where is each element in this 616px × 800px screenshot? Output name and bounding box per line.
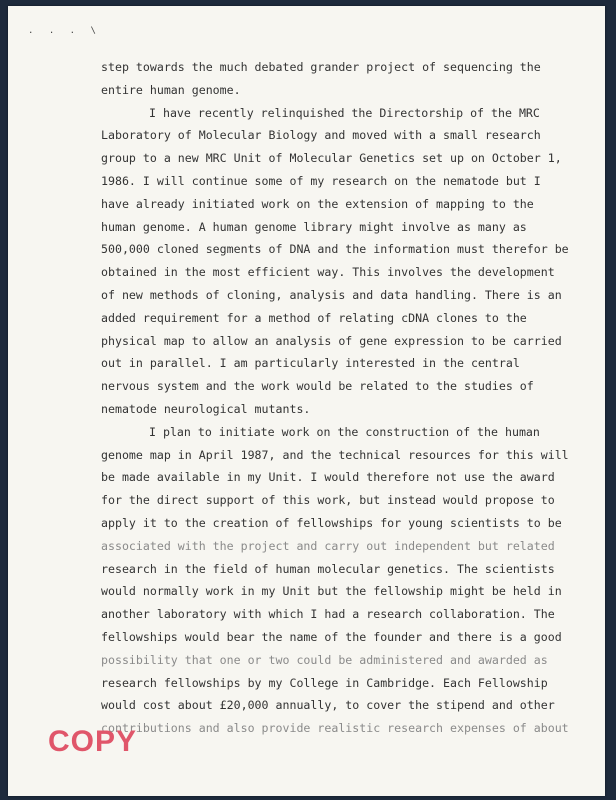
text-line: fellowships would bear the name of the founder and there is a good (101, 629, 562, 644)
text-line: genome map in April 1987, and the technical resources for this will (101, 447, 569, 462)
text-line: possibility that one or two could be administered and awarded as (101, 652, 548, 667)
text-line: research in the field of human molecular genetics. The scientists (101, 561, 555, 576)
text-line: would cost about £20,000 annually, to cover the stipend and other (101, 698, 555, 713)
text-line: entire human genome. (101, 82, 241, 97)
text-line: would normally work in my Unit but the fellowship might be held in (101, 584, 562, 599)
text-line: be made available in my Unit. I would therefore not use the award (101, 470, 555, 485)
text-line: added requirement for a method of relating cDNA clones to the (101, 310, 527, 325)
text-line: human genome. A human genome library might involve as many as (101, 219, 527, 234)
text-line: research fellowships by my College in Cambridge. Each Fellowship (101, 675, 548, 690)
text-line: 500,000 cloned segments of DNA and the information must therefor be (101, 242, 569, 257)
text-line: for the direct support of this work, but instead would propose to (101, 493, 555, 508)
text-line: associated with the project and carry out independent but related (101, 538, 555, 553)
text-line: obtained in the most efficient way. This involves the development (101, 265, 555, 280)
text-line: step towards the much debated grander project of sequencing the (101, 60, 541, 74)
text-line: contributions and also provide realistic research expenses of about (101, 721, 569, 736)
text-line: nematode neurological mutants. (101, 401, 311, 416)
copy-stamp: COPY (48, 725, 138, 758)
text-line: apply it to the creation of fellowships for young scientists to be (101, 515, 562, 530)
page-marks: . . . \ (28, 26, 101, 36)
text-line: nervous system and the work would be related to the studies of (101, 379, 534, 394)
body-text (101, 56, 569, 740)
text-line: out in parallel. I am particularly interested in the central (101, 356, 520, 371)
document-page (8, 6, 605, 796)
text-line: Laboratory of Molecular Biology and moved with a small research (101, 128, 541, 143)
text-line: 1986. I will continue some of my research on the nematode but I (101, 173, 541, 188)
text-line: group to a new MRC Unit of Molecular Genetics set up on October 1, (101, 151, 562, 166)
text-line: of new methods of cloning, analysis and data handling. There is an (101, 287, 562, 302)
text-line: another laboratory with which I had a research collaboration. The (101, 607, 555, 622)
text-line: have already initiated work on the extension of mapping to the (101, 196, 534, 211)
text-line: I have recently relinquished the Directorship of the MRC (149, 105, 540, 120)
text-line: physical map to allow an analysis of gene expression to be carried (101, 333, 562, 348)
text-line: I plan to initiate work on the construction of the human (149, 424, 540, 439)
